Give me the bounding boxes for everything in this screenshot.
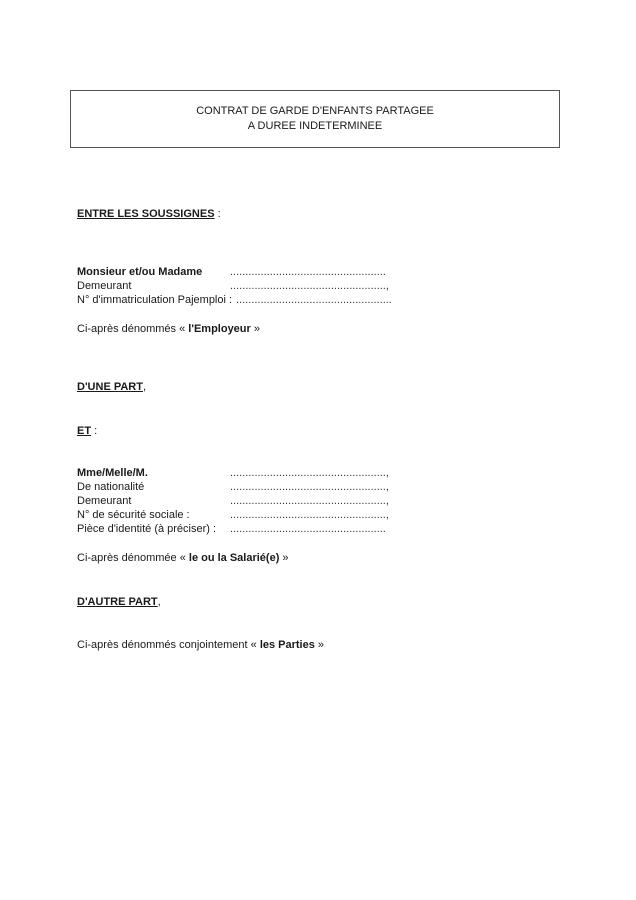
employer-designation — [77, 323, 260, 335]
une-part-section — [77, 381, 146, 393]
title-box — [70, 90, 560, 148]
employer-pajemploi-label: N° d'immatriculation Pajemploi : — [77, 294, 233, 306]
employee-id-field[interactable]: ................................................... — [230, 523, 386, 535]
autre-part-heading: D'AUTRE PART — [77, 596, 158, 608]
employee-nationality-label: De nationalité — [77, 481, 145, 493]
employee-name-label: Mme/Melle/M. — [77, 467, 148, 479]
title-line-1: CONTRAT DE GARDE D'ENFANTS PARTAGEE — [196, 105, 434, 117]
employee-name-field[interactable]: ..................................................., — [230, 467, 389, 479]
employee-designation-suffix: » — [279, 552, 289, 564]
employee-nationality-field[interactable]: ..................................................., — [230, 481, 389, 493]
employer-designation-suffix: » — [250, 323, 260, 335]
employee-id-label: Pièce d'identité (à préciser) : — [77, 523, 217, 535]
employer-address-label: Demeurant — [77, 280, 132, 292]
parties-suffix: » — [314, 639, 325, 651]
une-part-heading: D'UNE PART — [77, 381, 143, 393]
parties-designation — [77, 639, 324, 651]
employee-designation — [77, 552, 289, 564]
employer-designation-prefix: Ci-après dénommés « — [77, 323, 189, 335]
parties-prefix: Ci-après dénommés conjointement « — [77, 639, 260, 651]
employee-designation-term: le ou la Salarié(e) — [188, 552, 280, 564]
employee-ssn-field[interactable]: ..................................................., — [230, 509, 389, 521]
employee-designation-prefix: Ci-après dénommée « — [77, 552, 189, 564]
employee-address-field[interactable]: ..................................................., — [230, 495, 389, 507]
et-heading: ET — [77, 425, 92, 437]
employee-address-label: Demeurant — [77, 495, 132, 507]
employer-pajemploi-field[interactable]: ................................................... — [236, 294, 392, 306]
employer-address-field[interactable]: ..................................................., — [230, 280, 389, 292]
entre-colon: : — [214, 208, 221, 220]
employer-name-field[interactable]: ................................................... — [230, 266, 386, 278]
parties-term: les Parties — [259, 639, 315, 651]
employer-designation-term: l'Employeur — [188, 323, 251, 335]
employee-ssn-label: N° de sécurité sociale : — [77, 509, 190, 521]
et-section — [77, 425, 97, 437]
et-colon: : — [91, 425, 98, 437]
entre-heading: ENTRE LES SOUSSIGNES — [77, 208, 215, 220]
entre-section — [77, 208, 221, 220]
une-part-comma: , — [142, 381, 147, 393]
autre-part-section — [77, 596, 161, 608]
employer-name-label: Monsieur et/ou Madame — [77, 266, 203, 278]
title-line-2: A DUREE INDETERMINEE — [247, 120, 383, 132]
autre-part-comma: , — [157, 596, 161, 608]
